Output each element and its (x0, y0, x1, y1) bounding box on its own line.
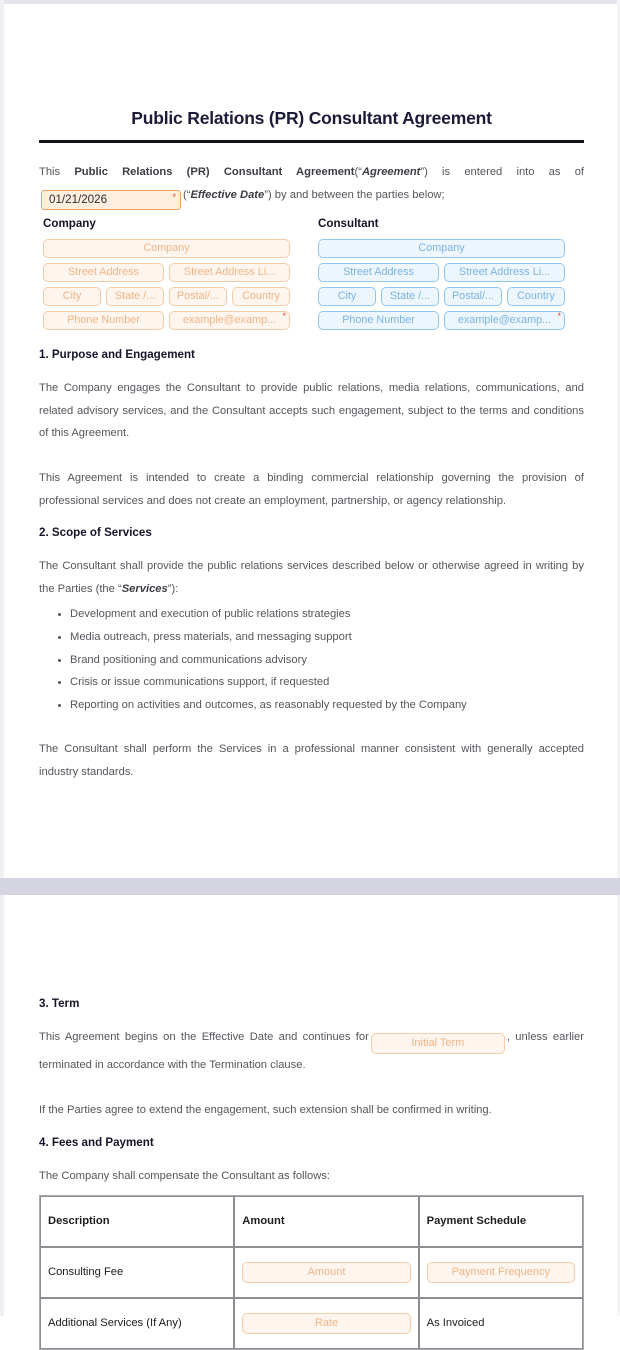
section-2-heading: 2. Scope of Services (39, 526, 152, 539)
intro-agreement-name: Public Relations (PR) Consultant Agreement (74, 166, 355, 178)
consultant-party-block (318, 217, 565, 330)
intro-mid: is entered into as of (442, 166, 585, 178)
page-break-gap (0, 878, 620, 895)
consultant-street-address-2-input[interactable]: Street Address Li... (444, 263, 565, 282)
list-item: • Reporting on activities and outcomes, as reasonably requested by the Company (70, 694, 584, 717)
consultant-name-input[interactable]: Company (318, 239, 565, 258)
intro-paren-open: (“ (354, 166, 362, 178)
list-item: • Crisis or issue communications support, if requested (70, 671, 584, 694)
document-page-1 (4, 4, 617, 878)
initial-term-input[interactable]: Initial Term (371, 1033, 505, 1054)
services-list (39, 603, 584, 716)
row-1-payment-frequency-input[interactable]: Payment Frequency (427, 1262, 575, 1283)
required-asterisk: * (172, 191, 176, 202)
consultant-email-input[interactable] (444, 311, 565, 330)
company-email-required-asterisk: * (282, 311, 286, 321)
list-item: • Brand positioning and communications advisory (70, 649, 584, 672)
company-street-address-2-input[interactable]: Street Address Li... (169, 263, 290, 282)
row-1-amount-input[interactable]: Amount (242, 1262, 410, 1283)
scope-defined-term: Services (121, 582, 168, 595)
company-postal-input[interactable]: Postal/... (169, 287, 227, 306)
document-page-2 (4, 895, 617, 1330)
page-title: Public Relations (PR) Consultant Agreement (131, 108, 492, 128)
section-4-lead: The Company shall compensate the Consultant as follows: (39, 1170, 331, 1183)
section-scope (39, 525, 584, 784)
section-4-heading: 4. Fees and Payment (39, 1136, 154, 1149)
section-purpose (39, 347, 584, 513)
section-3-paragraph-2: If the Parties agree to extend the engagement, such extension shall be confirmed in writing. (39, 1103, 492, 1116)
row-2-schedule-cell: As Invoiced (419, 1298, 583, 1349)
consultant-postal-input[interactable]: Postal/... (444, 287, 502, 306)
company-country-input[interactable]: Country (232, 287, 290, 306)
title-block (39, 108, 584, 143)
intro-pre: This (39, 166, 61, 178)
company-heading: Company (43, 217, 96, 230)
consultant-heading: Consultant (318, 217, 379, 230)
table-header-row (40, 1196, 583, 1247)
term-pre-text: This Agreement begins on the Effective Date and continues for (39, 1031, 369, 1044)
consultant-city-input[interactable]: City (318, 287, 376, 306)
consultant-state-input[interactable]: State /... (381, 287, 439, 306)
scope-lead-post: ”): (167, 582, 179, 595)
list-item: • Development and execution of public relations strategies (70, 603, 584, 626)
table-row (40, 1298, 583, 1349)
section-1-paragraph-1: The Company engages the Consultant to provide public relations, media relations, communications, and related advisory services, and the Consultant accepts such engagement, subject to the terms and conditions of this Agreement. (39, 382, 584, 440)
consultant-email-required-asterisk: * (557, 311, 561, 321)
term-post-text: , unless earlier terminated in accordance with the Termination clause. (39, 1031, 584, 1072)
intro-paren-close: ”) (420, 166, 428, 178)
column-header-description: Description (40, 1196, 234, 1247)
effective-date-input[interactable] (41, 190, 181, 210)
table-row (40, 1247, 583, 1298)
company-phone-input[interactable]: Phone Number (43, 311, 164, 330)
row-2-rate-input[interactable]: Rate (242, 1313, 410, 1334)
effective-date-term: Effective Date (190, 188, 265, 201)
intro-after-open: (“ (183, 188, 191, 201)
company-street-address-input[interactable]: Street Address (43, 263, 164, 282)
intro-after-close: ”) by and between the parties below; (264, 188, 445, 201)
column-header-amount: Amount (234, 1196, 418, 1247)
intro-defined-term: Agreement (361, 166, 421, 178)
row-1-schedule-cell (419, 1247, 583, 1298)
section-term (39, 996, 584, 1121)
effective-date-value: 01/21/2026 (49, 192, 108, 206)
column-header-payment-schedule: Payment Schedule (419, 1196, 583, 1247)
intro-paragraph (39, 161, 584, 210)
section-3-heading: 3. Term (39, 997, 80, 1010)
section-2-closing-paragraph: The Consultant shall perform the Services in a professional manner consistent with generally accepted industry standards. (39, 743, 584, 779)
company-name-input[interactable]: Company (43, 239, 290, 258)
consultant-street-address-input[interactable]: Street Address (318, 263, 439, 282)
consultant-country-input[interactable]: Country (507, 287, 565, 306)
company-email-placeholder: example@examp... (182, 314, 277, 326)
row-1-description: Consulting Fee (40, 1247, 234, 1298)
company-email-input[interactable] (169, 311, 290, 330)
title-divider (39, 140, 584, 143)
fees-table (39, 1195, 584, 1350)
row-2-amount-cell (234, 1298, 418, 1349)
company-state-input[interactable]: State /... (106, 287, 164, 306)
consultant-phone-input[interactable]: Phone Number (318, 311, 439, 330)
list-item: • Media outreach, press materials, and messaging support (70, 626, 584, 649)
section-1-heading: 1. Purpose and Engagement (39, 348, 195, 361)
section-1-paragraph-2: This Agreement is intended to create a binding commercial relationship governing the provision of professional services and does not create an employment, partnership, or agency relationship. (39, 472, 584, 507)
row-1-amount-cell (234, 1247, 418, 1298)
row-2-description: Additional Services (If Any) (40, 1298, 234, 1349)
consultant-email-placeholder: example@examp... (457, 314, 552, 326)
company-party-block (43, 217, 290, 330)
scope-lead-pre: The Consultant shall provide the public relations services described below or otherwise agreed in writing by the Parties (the “ (39, 560, 584, 595)
section-fees (39, 1135, 584, 1350)
company-city-input[interactable]: City (43, 287, 101, 306)
